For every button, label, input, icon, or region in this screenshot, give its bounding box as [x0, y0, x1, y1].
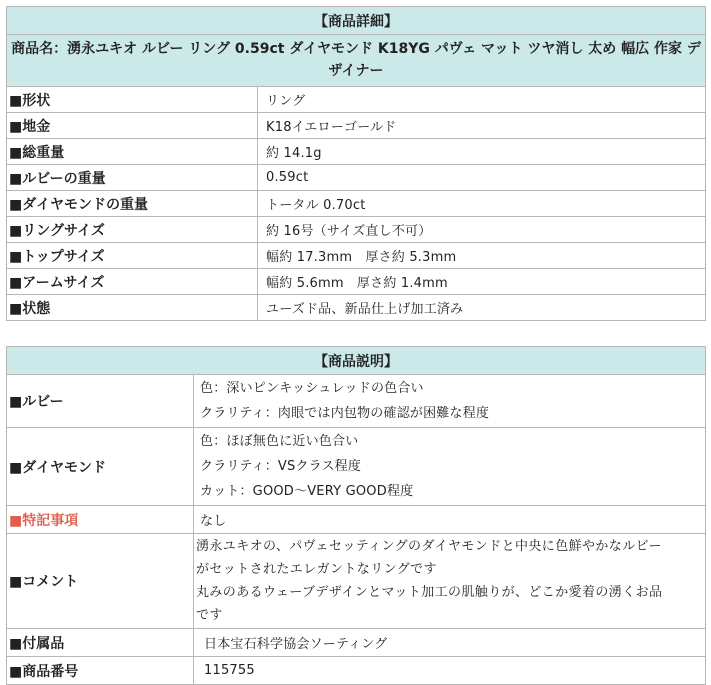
row-label: ■地金	[7, 113, 258, 139]
table-row	[7, 506, 706, 534]
comment-line: がセットされたエレガントなリングです	[196, 562, 437, 577]
table-row	[7, 191, 706, 217]
ruby-label: ■ルビー	[7, 375, 194, 428]
table-row	[7, 87, 706, 113]
comment-value	[194, 534, 706, 629]
product-details-table	[6, 6, 706, 321]
product-name: 商品名：湧永ユキオ ルビー リング 0.59ct ダイヤモンド K18YG パヴェ マット ツヤ消し 太め 幅広 作家 デザイナー	[7, 35, 706, 87]
table-row	[7, 243, 706, 269]
diamond-label: ■ダイヤモンド	[7, 428, 194, 506]
special-notes-label: ■特記事項	[7, 506, 194, 534]
comment-line: 湧永ユキオの、パヴェセッティングのダイヤモンドと中央に色鮮やかなルビー	[196, 539, 662, 554]
table-row	[7, 139, 706, 165]
row-label: ■ダイヤモンドの重量	[7, 191, 258, 217]
table-row	[7, 295, 706, 321]
comment-line: 丸みのあるウェーブデザインとマット加工の肌触りが、どこか愛着の湧くお品	[196, 585, 663, 600]
table-row	[7, 428, 706, 506]
table-row	[7, 629, 706, 657]
row-label: ■ルビーの重量	[7, 165, 258, 191]
ruby-clarity: クラリティ：肉眼では内包物の確認が困難な程度	[200, 406, 490, 421]
accessories-value: 日本宝石科学協会ソーティング	[194, 629, 706, 657]
table-row	[7, 534, 706, 629]
diamond-cut: カット：GOOD〜VERY GOOD程度	[200, 484, 414, 499]
table-row	[7, 113, 706, 139]
row-label: ■トップサイズ	[7, 243, 258, 269]
diamond-value	[194, 428, 706, 506]
table-row	[7, 657, 706, 685]
table-row	[7, 165, 706, 191]
row-label: ■状態	[7, 295, 258, 321]
diamond-clarity: クラリティ：VSクラス程度	[200, 459, 362, 474]
accessories-label: ■付属品	[7, 629, 194, 657]
row-label: ■アームサイズ	[7, 269, 258, 295]
product-number-value: 115755	[194, 657, 706, 685]
product-number-label: ■商品番号	[7, 657, 194, 685]
row-value: トータル 0.70ct	[258, 191, 706, 217]
row-value: K18イエローゴールド	[258, 113, 706, 139]
table-row	[7, 217, 706, 243]
table-row	[7, 269, 706, 295]
ruby-value	[194, 375, 706, 428]
table-row	[7, 375, 706, 428]
row-value: 幅約 5.6mm 厚さ約 1.4mm	[258, 269, 706, 295]
row-label: ■総重量	[7, 139, 258, 165]
row-value: 幅約 17.3mm 厚さ約 5.3mm	[258, 243, 706, 269]
diamond-color: 色：ほぼ無色に近い色合い	[200, 434, 359, 449]
row-value: リング	[258, 87, 706, 113]
comment-line: です	[196, 608, 223, 623]
ruby-color: 色：深いピンキッシュレッドの色合い	[200, 381, 424, 396]
description-header: 【商品説明】	[7, 347, 706, 375]
comment-label: ■コメント	[7, 534, 194, 629]
row-label: ■形状	[7, 87, 258, 113]
row-value: 0.59ct	[258, 165, 706, 191]
row-value: 約 16号（サイズ直し不可）	[258, 217, 706, 243]
row-value: 約 14.1g	[258, 139, 706, 165]
row-label: ■リングサイズ	[7, 217, 258, 243]
row-value: ユーズド品、新品仕上げ加工済み	[258, 295, 706, 321]
special-notes-value: なし	[194, 506, 706, 534]
details-header: 【商品詳細】	[7, 7, 706, 35]
product-description-table	[6, 346, 706, 685]
